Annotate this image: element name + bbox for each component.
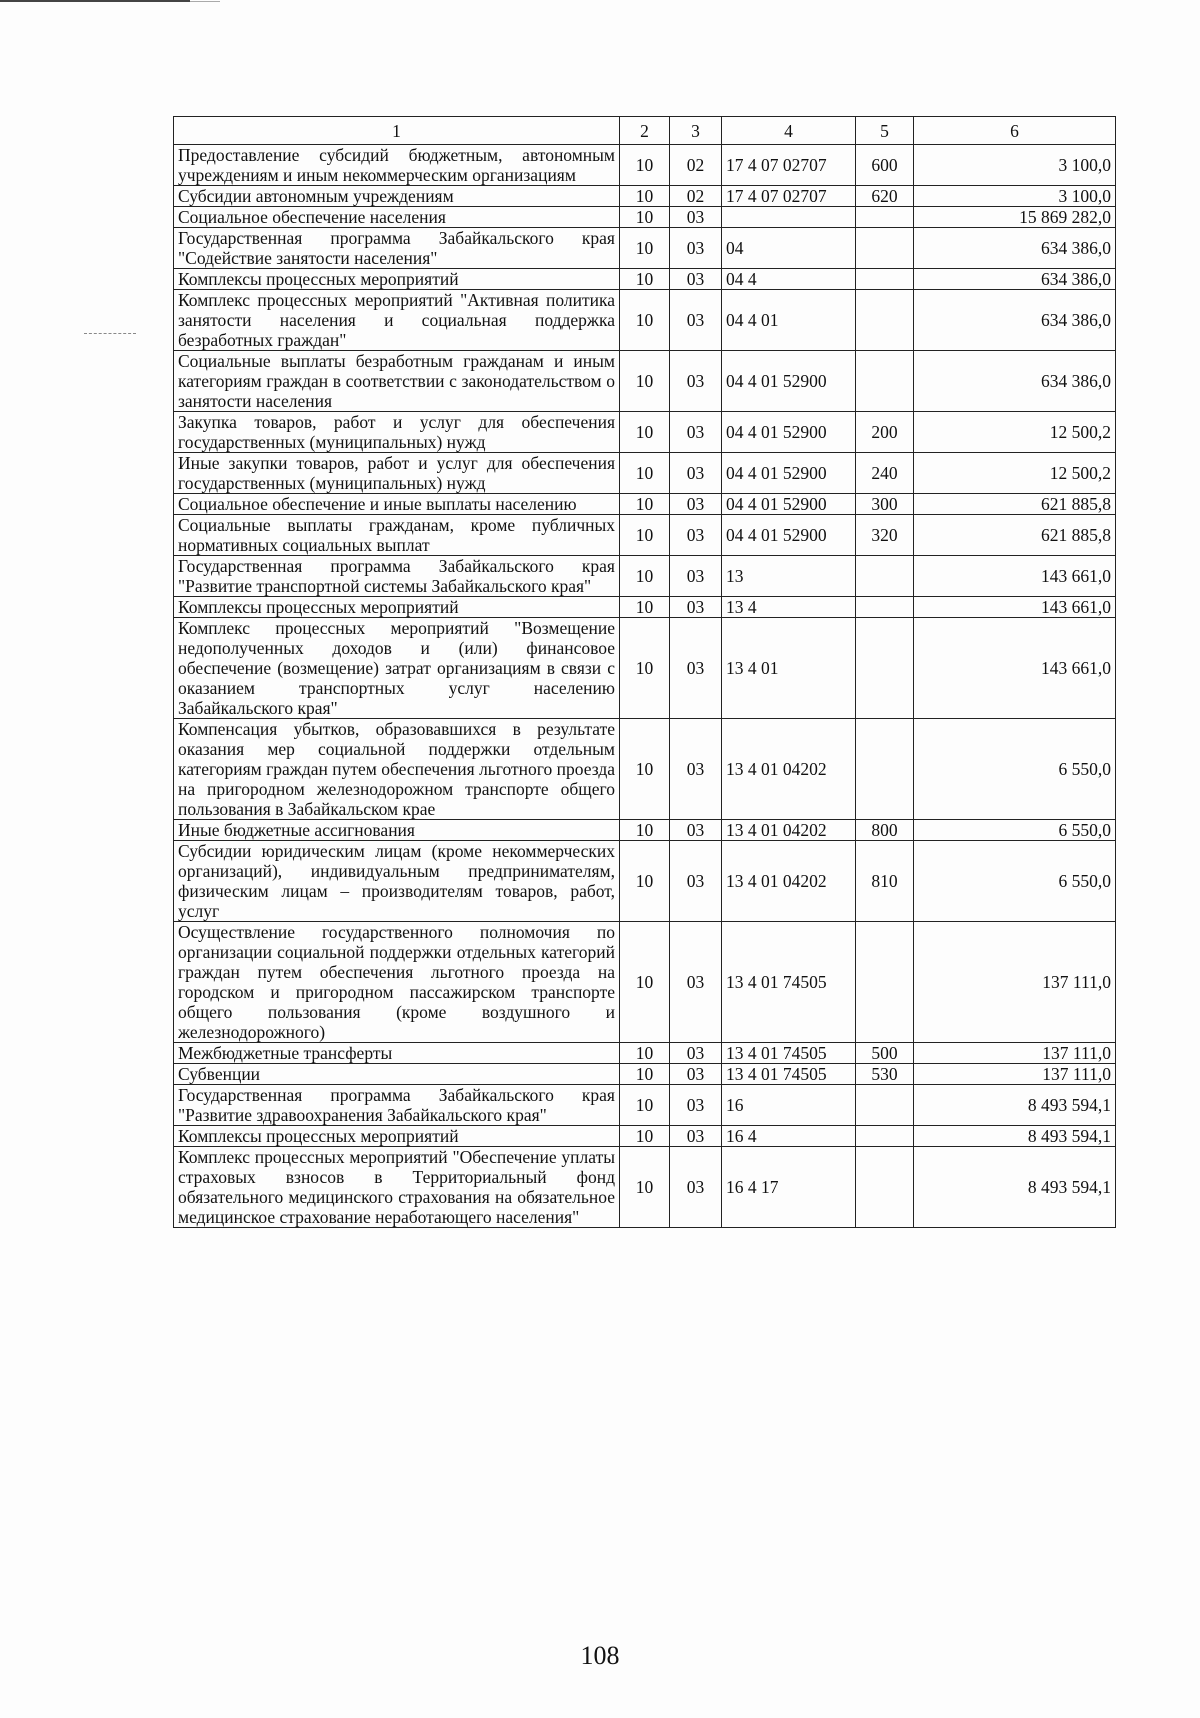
amount: 143 661,0 bbox=[914, 556, 1116, 597]
budget-table bbox=[173, 116, 1116, 1228]
target-article-code: 13 4 01 04202 bbox=[722, 841, 856, 922]
amount: 621 885,8 bbox=[914, 515, 1116, 556]
amount: 634 386,0 bbox=[914, 351, 1116, 412]
subsection-code: 03 bbox=[670, 820, 722, 841]
expense-type-code bbox=[856, 597, 914, 618]
target-article-code: 13 4 01 04202 bbox=[722, 820, 856, 841]
expense-type-code bbox=[856, 618, 914, 719]
amount: 8 493 594,1 bbox=[914, 1147, 1116, 1228]
row-name: Осуществление государственного полномочия по организации социальной поддержки отдельных категорий граждан путем обеспечения льготного проезда на городском и пригородном пассажирском транспорте общего пользования (кроме воздушного и железнодорожного) bbox=[174, 922, 620, 1043]
expense-type-code bbox=[856, 719, 914, 820]
row-name: Государственная программа Забайкальского края "Развитие транспортной системы Забайкальского края" bbox=[174, 556, 620, 597]
expense-type-code bbox=[856, 556, 914, 597]
subsection-code: 02 bbox=[670, 145, 722, 186]
subsection-code: 03 bbox=[670, 494, 722, 515]
section-code: 10 bbox=[620, 820, 670, 841]
section-code: 10 bbox=[620, 556, 670, 597]
expense-type-code bbox=[856, 269, 914, 290]
expense-type-code: 300 bbox=[856, 494, 914, 515]
row-name: Социальное обеспечение населения bbox=[174, 207, 620, 228]
section-code: 10 bbox=[620, 1043, 670, 1064]
header-col-2: 2 bbox=[620, 117, 670, 145]
target-article-code: 17 4 07 02707 bbox=[722, 186, 856, 207]
section-code: 10 bbox=[620, 228, 670, 269]
target-article-code: 16 bbox=[722, 1085, 856, 1126]
table-row bbox=[174, 1147, 1116, 1228]
table-row bbox=[174, 207, 1116, 228]
table-row bbox=[174, 412, 1116, 453]
subsection-code: 03 bbox=[670, 207, 722, 228]
expense-type-code: 620 bbox=[856, 186, 914, 207]
table-row bbox=[174, 556, 1116, 597]
subsection-code: 03 bbox=[670, 841, 722, 922]
section-code: 10 bbox=[620, 1126, 670, 1147]
section-code: 10 bbox=[620, 841, 670, 922]
row-name: Иные закупки товаров, работ и услуг для обеспечения государственных (муниципальных) нужд bbox=[174, 453, 620, 494]
row-name: Государственная программа Забайкальского края "Развитие здравоохранения Забайкальского края" bbox=[174, 1085, 620, 1126]
table-row bbox=[174, 351, 1116, 412]
row-name: Социальные выплаты гражданам, кроме публичных нормативных социальных выплат bbox=[174, 515, 620, 556]
table-row bbox=[174, 228, 1116, 269]
target-article-code: 13 4 01 bbox=[722, 618, 856, 719]
header-col-4: 4 bbox=[722, 117, 856, 145]
target-article-code: 04 4 bbox=[722, 269, 856, 290]
amount: 12 500,2 bbox=[914, 412, 1116, 453]
header-col-1: 1 bbox=[174, 117, 620, 145]
amount: 6 550,0 bbox=[914, 719, 1116, 820]
expense-type-code: 600 bbox=[856, 145, 914, 186]
row-name: Закупка товаров, работ и услуг для обеспечения государственных (муниципальных) нужд bbox=[174, 412, 620, 453]
target-article-code: 13 bbox=[722, 556, 856, 597]
table-row bbox=[174, 1126, 1116, 1147]
section-code: 10 bbox=[620, 618, 670, 719]
header-col-5: 5 bbox=[856, 117, 914, 145]
target-article-code: 04 4 01 52900 bbox=[722, 453, 856, 494]
expense-type-code bbox=[856, 228, 914, 269]
margin-dash-mark bbox=[84, 333, 136, 334]
amount: 6 550,0 bbox=[914, 820, 1116, 841]
subsection-code: 03 bbox=[670, 719, 722, 820]
section-code: 10 bbox=[620, 207, 670, 228]
row-name: Социальные выплаты безработным гражданам и иным категориям граждан в соответствии с законодательством о занятости населения bbox=[174, 351, 620, 412]
header-col-3: 3 bbox=[670, 117, 722, 145]
table-row bbox=[174, 618, 1116, 719]
table-row bbox=[174, 494, 1116, 515]
top-edge-rule-faint bbox=[190, 1, 220, 2]
row-name: Социальное обеспечение и иные выплаты населению bbox=[174, 494, 620, 515]
section-code: 10 bbox=[620, 719, 670, 820]
expense-type-code bbox=[856, 922, 914, 1043]
section-code: 10 bbox=[620, 1085, 670, 1126]
row-name: Субсидии автономным учреждениям bbox=[174, 186, 620, 207]
row-name: Комплекс процессных мероприятий "Обеспечение уплаты страховых взносов в Территориальный фонд обязательного медицинского страхования на обязательное медицинское страхование неработающего населения" bbox=[174, 1147, 620, 1228]
section-code: 10 bbox=[620, 412, 670, 453]
target-article-code: 04 4 01 bbox=[722, 290, 856, 351]
amount: 8 493 594,1 bbox=[914, 1126, 1116, 1147]
amount: 6 550,0 bbox=[914, 841, 1116, 922]
target-article-code: 17 4 07 02707 bbox=[722, 145, 856, 186]
row-name: Комплексы процессных мероприятий bbox=[174, 269, 620, 290]
expense-type-code bbox=[856, 207, 914, 228]
table-row bbox=[174, 922, 1116, 1043]
row-name: Межбюджетные трансферты bbox=[174, 1043, 620, 1064]
table-row bbox=[174, 1085, 1116, 1126]
table-header bbox=[174, 117, 1116, 145]
table-row bbox=[174, 269, 1116, 290]
table-row bbox=[174, 820, 1116, 841]
amount: 15 869 282,0 bbox=[914, 207, 1116, 228]
target-article-code: 04 4 01 52900 bbox=[722, 412, 856, 453]
subsection-code: 03 bbox=[670, 1043, 722, 1064]
row-name: Комплексы процессных мероприятий bbox=[174, 1126, 620, 1147]
table-row bbox=[174, 145, 1116, 186]
amount: 3 100,0 bbox=[914, 145, 1116, 186]
subsection-code: 03 bbox=[670, 1147, 722, 1228]
section-code: 10 bbox=[620, 515, 670, 556]
table-row bbox=[174, 453, 1116, 494]
subsection-code: 03 bbox=[670, 597, 722, 618]
table-row bbox=[174, 1064, 1116, 1085]
expense-type-code: 800 bbox=[856, 820, 914, 841]
table-row bbox=[174, 1043, 1116, 1064]
expense-type-code: 810 bbox=[856, 841, 914, 922]
table-row bbox=[174, 186, 1116, 207]
subsection-code: 03 bbox=[670, 618, 722, 719]
header-row bbox=[174, 117, 1116, 145]
subsection-code: 03 bbox=[670, 351, 722, 412]
row-name: Предоставление субсидий бюджетным, автономным учреждениям и иным некоммерческим организациям bbox=[174, 145, 620, 186]
row-name: Компенсация убытков, образовавшихся в результате оказания мер социальной поддержки отдельным категориям граждан путем обеспечения льготного проезда на пригородном железнодорожном транспорте общего пользования в Забайкальском крае bbox=[174, 719, 620, 820]
subsection-code: 03 bbox=[670, 228, 722, 269]
target-article-code: 13 4 01 74505 bbox=[722, 1064, 856, 1085]
subsection-code: 03 bbox=[670, 515, 722, 556]
target-article-code: 13 4 01 74505 bbox=[722, 922, 856, 1043]
subsection-code: 03 bbox=[670, 556, 722, 597]
expense-type-code bbox=[856, 290, 914, 351]
section-code: 10 bbox=[620, 351, 670, 412]
section-code: 10 bbox=[620, 453, 670, 494]
table-row bbox=[174, 290, 1116, 351]
subsection-code: 02 bbox=[670, 186, 722, 207]
amount: 137 111,0 bbox=[914, 1064, 1116, 1085]
expense-type-code: 500 bbox=[856, 1043, 914, 1064]
expense-type-code bbox=[856, 1147, 914, 1228]
target-article-code: 04 4 01 52900 bbox=[722, 351, 856, 412]
row-name: Субвенции bbox=[174, 1064, 620, 1085]
table-row bbox=[174, 719, 1116, 820]
amount: 143 661,0 bbox=[914, 618, 1116, 719]
subsection-code: 03 bbox=[670, 922, 722, 1043]
row-name: Субсидии юридическим лицам (кроме некоммерческих организаций), индивидуальным предпринимателям, физическим лицам – производителям товаров, работ, услуг bbox=[174, 841, 620, 922]
target-article-code: 04 4 01 52900 bbox=[722, 494, 856, 515]
subsection-code: 03 bbox=[670, 1064, 722, 1085]
row-name: Иные бюджетные ассигнования bbox=[174, 820, 620, 841]
section-code: 10 bbox=[620, 269, 670, 290]
section-code: 10 bbox=[620, 186, 670, 207]
expense-type-code bbox=[856, 1085, 914, 1126]
section-code: 10 bbox=[620, 145, 670, 186]
section-code: 10 bbox=[620, 1064, 670, 1085]
table-body bbox=[174, 145, 1116, 1228]
expense-type-code: 530 bbox=[856, 1064, 914, 1085]
amount: 137 111,0 bbox=[914, 922, 1116, 1043]
section-code: 10 bbox=[620, 494, 670, 515]
amount: 634 386,0 bbox=[914, 228, 1116, 269]
target-article-code: 13 4 01 04202 bbox=[722, 719, 856, 820]
expense-type-code: 320 bbox=[856, 515, 914, 556]
section-code: 10 bbox=[620, 290, 670, 351]
target-article-code: 04 4 01 52900 bbox=[722, 515, 856, 556]
target-article-code bbox=[722, 207, 856, 228]
expense-type-code: 200 bbox=[856, 412, 914, 453]
amount: 12 500,2 bbox=[914, 453, 1116, 494]
row-name: Государственная программа Забайкальского края "Содействие занятости населения" bbox=[174, 228, 620, 269]
subsection-code: 03 bbox=[670, 412, 722, 453]
subsection-code: 03 bbox=[670, 1085, 722, 1126]
section-code: 10 bbox=[620, 922, 670, 1043]
table-row bbox=[174, 841, 1116, 922]
target-article-code: 13 4 01 74505 bbox=[722, 1043, 856, 1064]
target-article-code: 16 4 bbox=[722, 1126, 856, 1147]
amount: 634 386,0 bbox=[914, 269, 1116, 290]
section-code: 10 bbox=[620, 597, 670, 618]
amount: 634 386,0 bbox=[914, 290, 1116, 351]
row-name: Комплекс процессных мероприятий "Возмещение недополученных доходов и (или) финансовое обеспечение (возмещение) затрат организациям в связи с оказанием транспортных услуг населению Забайкальского края" bbox=[174, 618, 620, 719]
subsection-code: 03 bbox=[670, 290, 722, 351]
section-code: 10 bbox=[620, 1147, 670, 1228]
subsection-code: 03 bbox=[670, 1126, 722, 1147]
table-row bbox=[174, 597, 1116, 618]
subsection-code: 03 bbox=[670, 269, 722, 290]
table-row bbox=[174, 515, 1116, 556]
amount: 3 100,0 bbox=[914, 186, 1116, 207]
amount: 8 493 594,1 bbox=[914, 1085, 1116, 1126]
expense-type-code bbox=[856, 351, 914, 412]
page-number: 108 bbox=[580, 1641, 620, 1670]
target-article-code: 04 bbox=[722, 228, 856, 269]
target-article-code: 16 4 17 bbox=[722, 1147, 856, 1228]
amount: 143 661,0 bbox=[914, 597, 1116, 618]
header-col-6: 6 bbox=[914, 117, 1116, 145]
expense-type-code: 240 bbox=[856, 453, 914, 494]
amount: 621 885,8 bbox=[914, 494, 1116, 515]
row-name: Комплекс процессных мероприятий "Активная политика занятости населения и социальная поддержка безработных граждан" bbox=[174, 290, 620, 351]
amount: 137 111,0 bbox=[914, 1043, 1116, 1064]
expense-type-code bbox=[856, 1126, 914, 1147]
target-article-code: 13 4 bbox=[722, 597, 856, 618]
subsection-code: 03 bbox=[670, 453, 722, 494]
top-edge-rule bbox=[0, 0, 190, 2]
row-name: Комплексы процессных мероприятий bbox=[174, 597, 620, 618]
